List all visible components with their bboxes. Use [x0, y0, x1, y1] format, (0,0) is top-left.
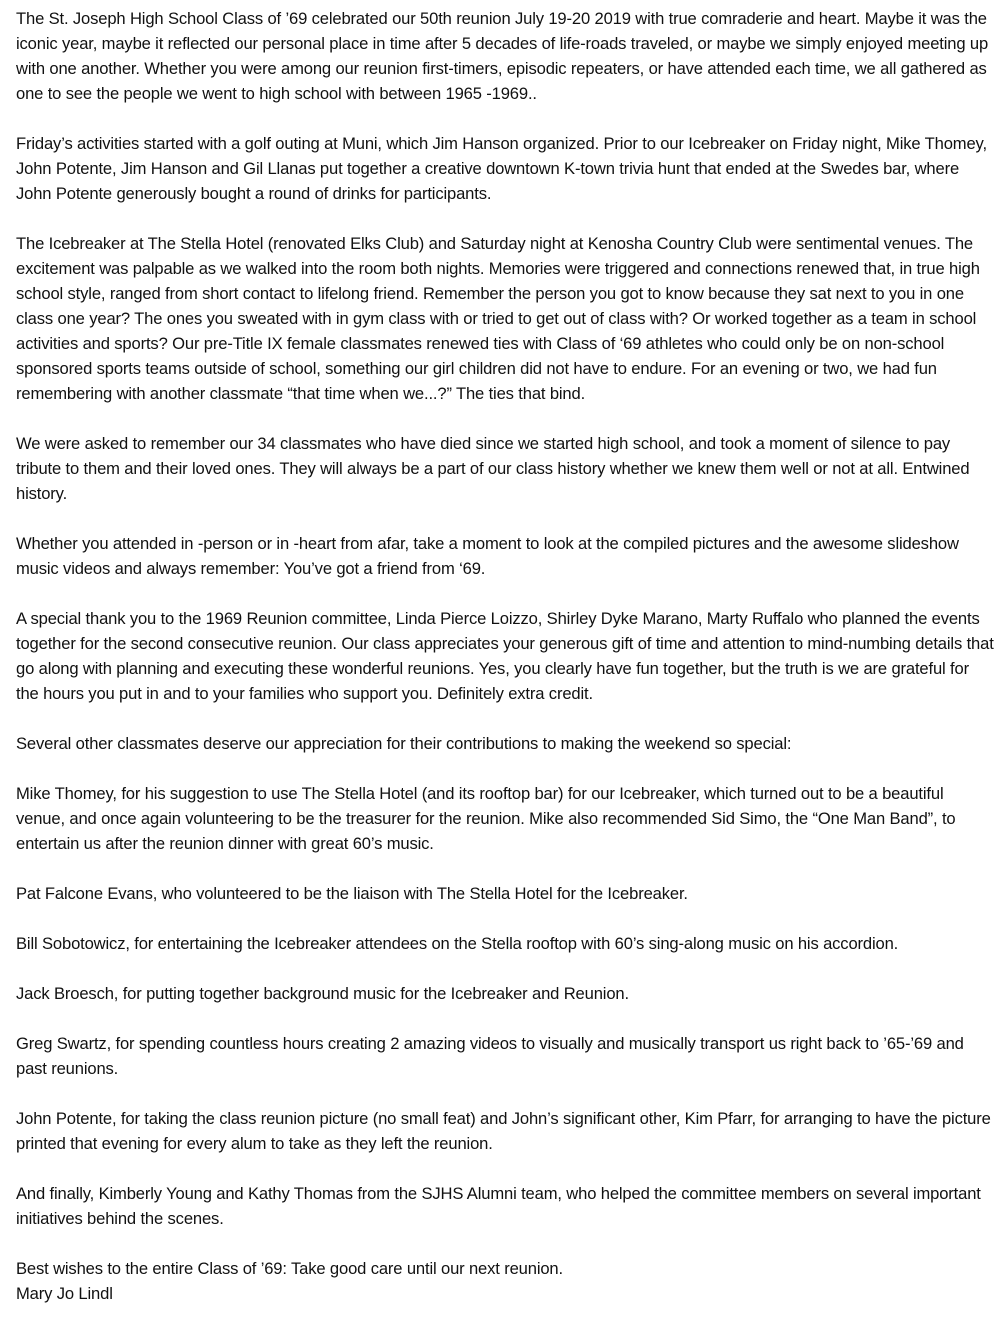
- paragraph-thanks-pat-falcone-evans: Pat Falcone Evans, who volunteered to be the liaison with The Stella Hotel for the Icebreaker.: [16, 884, 688, 903]
- closing-block: [16, 1256, 996, 1306]
- paragraph-thanks-jack-broesch: Jack Broesch, for putting together background music for the Icebreaker and Reunion.: [16, 984, 629, 1003]
- paragraph-thanks-greg-swartz: Greg Swartz, for spending countless hours creating 2 amazing videos to visually and musically transport us right back to ’65-’69 and past reunions.: [16, 1034, 964, 1078]
- paragraph-thanks-alumni-team: And finally, Kimberly Young and Kathy Thomas from the SJHS Alumni team, who helped the committee members on several important initiatives behind the scenes.: [16, 1184, 981, 1228]
- paragraph-committee-thanks: A special thank you to the 1969 Reunion committee, Linda Pierce Loizzo, Shirley Dyke Marano, Marty Ruffalo who planned the events together for the second consecutive reunion. Our class appreciates your generous gift of time and attention to mind-numbing details that go along with planning and executing these wonderful reunions. Yes, you clearly have fun together, but the truth is we are grateful for the hours you put in and to your families who support you. Definitely extra credit.: [16, 609, 994, 703]
- signature: Mary Jo Lindl: [16, 1284, 113, 1303]
- paragraph-friday-activities: Friday’s activities started with a golf outing at Muni, which Jim Hanson organized. Prior to our Icebreaker on Friday night, Mike Thomey, John Potente, Jim Hanson and Gil Llanas put together a creative downtown K-town trivia hunt that ended at the Swedes bar, where John Potente generously bought a round of drinks for participants.: [16, 134, 987, 203]
- paragraph-thanks-bill-sobotowicz: Bill Sobotowicz, for entertaining the Icebreaker attendees on the Stella rooftop with 60’s sing-along music on his accordion.: [16, 934, 899, 953]
- closing-line: Best wishes to the entire Class of ’69: Take good care until our next reunion.: [16, 1259, 563, 1278]
- paragraph-thanks-john-potente: John Potente, for taking the class reunion picture (no small feat) and John’s significant other, Kim Pfarr, for arranging to have the picture printed that evening for every alum to take as they left the reunion.: [16, 1109, 991, 1153]
- paragraph-appreciation-intro: Several other classmates deserve our appreciation for their contributions to making the weekend so special:: [16, 734, 792, 753]
- paragraph-remembrance: We were asked to remember our 34 classmates who have died since we started high school, and took a moment of silence to pay tribute to them and their loved ones. They will always be a part of our class history whether we knew them well or not at all. Entwined history.: [16, 434, 970, 503]
- letter-document: [16, 6, 996, 1306]
- paragraph-icebreaker-venues: The Icebreaker at The Stella Hotel (renovated Elks Club) and Saturday night at Kenosha Country Club were sentimental venues. The excitement was palpable as we walked into the room both nights. Memories were triggered and connections renewed that, in true high school style, ranged from short contact to lifelong friend. Remember the person you got to know because they sat next to you in one class one year? The ones you sweated with in gym class with or tried to get out of class with? Or worked together as a team in school activities and sports? Our pre-Title IX female classmates renewed ties with Class of ‘69 athletes who could only be on non-school sponsored sports teams outside of school, something our girl children did not have to endure. For an evening or two, we had fun remembering with another classmate “that time when we...?” The ties that bind.: [16, 234, 980, 403]
- paragraph-reunion-intro: The St. Joseph High School Class of ’69 celebrated our 50th reunion July 19-20 2019 with true comraderie and heart. Maybe it was the iconic year, maybe it reflected our personal place in time after 5 decades of life-roads traveled, or maybe we simply enjoyed meeting up with one another. Whether you were among our reunion first-timers, episodic repeaters, or have attended each time, we all gathered as one to see the people we went to high school with between 1965 -1969..: [16, 9, 989, 103]
- paragraph-pictures-videos: Whether you attended in -person or in -heart from afar, take a moment to look at the compiled pictures and the awesome slideshow music videos and always remember: You’ve got a friend from ‘69.: [16, 534, 959, 578]
- paragraph-thanks-mike-thomey: Mike Thomey, for his suggestion to use The Stella Hotel (and its rooftop bar) for our Icebreaker, which turned out to be a beautiful venue, and once again volunteering to be the treasurer for the reunion. Mike also recommended Sid Simo, the “One Man Band”, to entertain us after the reunion dinner with great 60’s music.: [16, 784, 956, 853]
